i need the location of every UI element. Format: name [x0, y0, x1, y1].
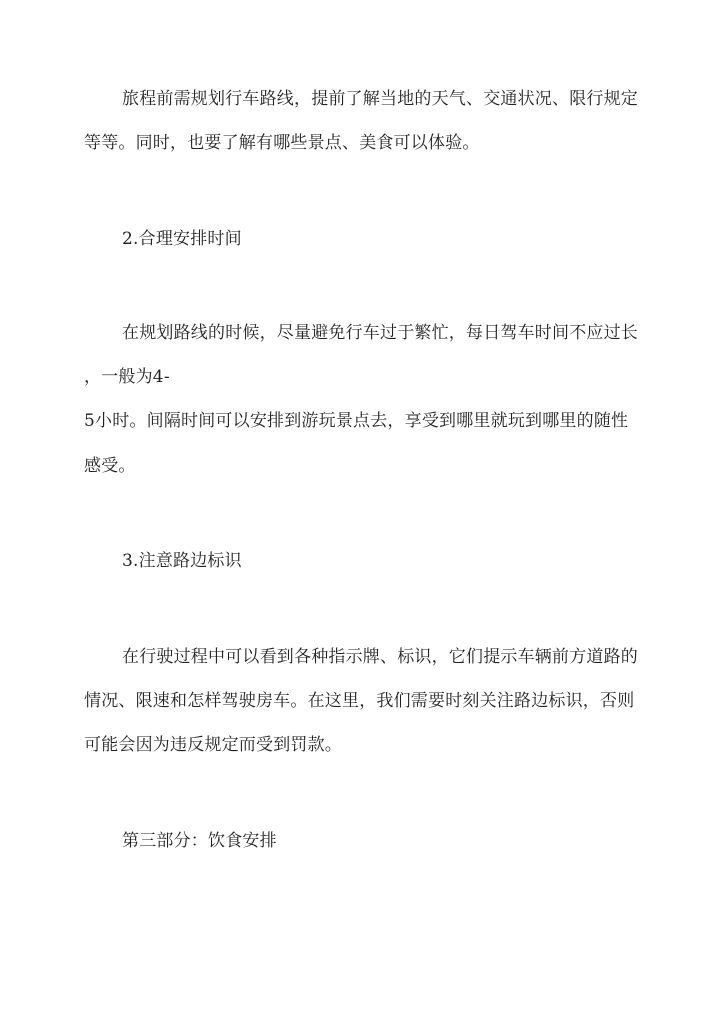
paragraph-1-line-2: 等等。同时，也要了解有哪些景点、美食可以体验。 [84, 133, 480, 153]
section-heading-2: 2.合理安排时间 [122, 229, 242, 249]
paragraph-3-line-1: 在行驶过程中可以看到各种指示牌、标识，它们提示车辆前方道路的 [122, 647, 638, 667]
paragraph-2-line-2: ，一般为4- [84, 367, 170, 387]
paragraph-1-line-1: 旅程前需规划行车路线，提前了解当地的天气、交通状况、限行规定 [122, 89, 638, 109]
section-heading-3: 3.注意路边标识 [122, 551, 242, 571]
paragraph-3-line-3: 可能会因为违反规定而受到罚款。 [84, 735, 342, 755]
paragraph-2-line-4: 感受。 [84, 456, 136, 476]
paragraph-2-line-3: 5小时。间隔时间可以安排到游玩景点去，享受到哪里就玩到哪里的随性 [84, 411, 629, 431]
paragraph-3-line-2: 情况、限速和怎样驾驶房车。在这里，我们需要时刻关注路边标识，否则 [84, 691, 635, 711]
part-heading: 第三部分：饮食安排 [122, 831, 277, 851]
paragraph-2-line-1: 在规划路线的时候，尽量避免行车过于繁忙，每日驾车时间不应过长 [122, 323, 638, 343]
